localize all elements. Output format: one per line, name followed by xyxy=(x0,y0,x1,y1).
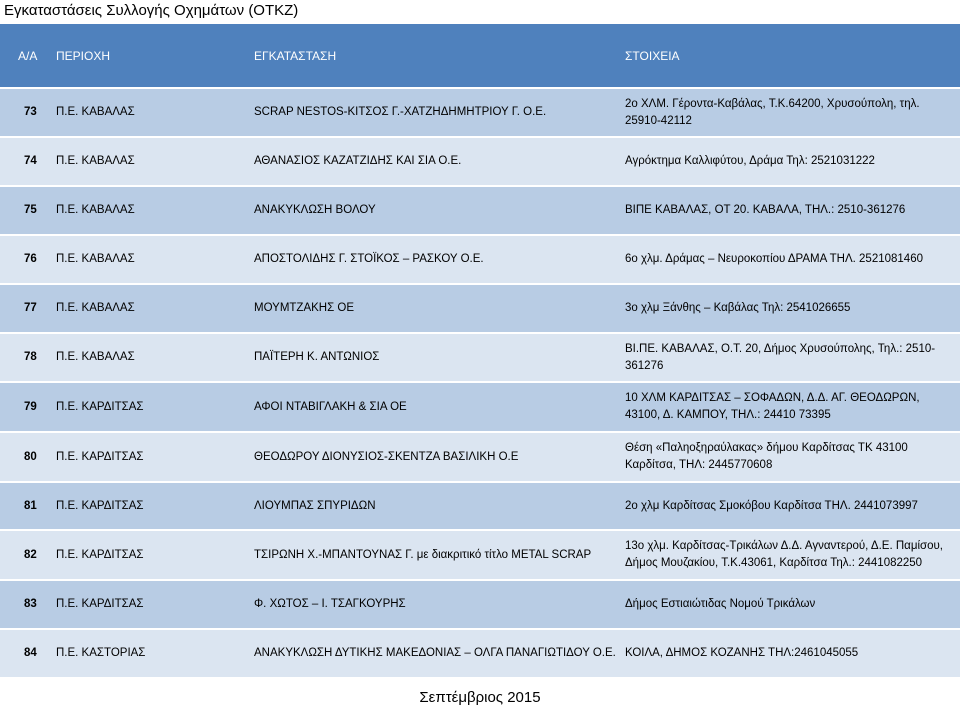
table-row xyxy=(0,235,960,284)
row-number: 75 xyxy=(0,186,52,235)
row-number: 78 xyxy=(0,333,52,382)
row-details: 2ο χλμ Καρδίτσας Σμοκόβου Καρδίτσα ΤΗΛ. 2441073997 xyxy=(621,482,960,530)
row-facility: ΑΝΑΚΥΚΛΩΣΗ ΔΥΤΙΚΗΣ ΜΑΚΕΔΟΝΙΑΣ – ΟΛΓΑ ΠΑΝΑΓΙΩΤΙΔΟΥ Ο.Ε. xyxy=(250,629,621,678)
table-row xyxy=(0,382,960,432)
row-number: 80 xyxy=(0,432,52,482)
table-row xyxy=(0,284,960,333)
row-number: 83 xyxy=(0,580,52,629)
row-facility: ΑΘΑΝΑΣΙΟΣ ΚΑΖΑΤΖΙΔΗΣ ΚΑΙ ΣΙΑ Ο.Ε. xyxy=(250,137,621,186)
row-details: 3ο χλμ Ξάνθης – Καβάλας Τηλ: 2541026655 xyxy=(621,284,960,333)
table-header-row xyxy=(0,24,960,88)
row-region: Π.Ε. ΚΑΒΑΛΑΣ xyxy=(52,235,250,284)
row-facility: Φ. ΧΩΤΟΣ – Ι. ΤΣΑΓΚΟΥΡΗΣ xyxy=(250,580,621,629)
row-number: 81 xyxy=(0,482,52,530)
row-details: ΚΟΙΛΑ, ΔΗΜΟΣ ΚΟΖΑΝΗΣ ΤΗΛ:2461045055 xyxy=(621,629,960,678)
row-region: Π.Ε. ΚΑΒΑΛΑΣ xyxy=(52,186,250,235)
table-row xyxy=(0,333,960,382)
row-facility: ΠΑΪΤΕΡΗ Κ. ΑΝΤΩΝΙΟΣ xyxy=(250,333,621,382)
row-details: ΒΙ.ΠΕ. ΚΑΒΑΛΑΣ, Ο.Τ. 20, Δήμος Χρυσούπολης, Τηλ.: 2510-361276 xyxy=(621,333,960,382)
row-facility: ΑΦΟΙ ΝΤΑΒΙΓΛΑΚΗ & ΣΙΑ ΟΕ xyxy=(250,382,621,432)
header-facility: ΕΓΚΑΤΑΣΤΑΣΗ xyxy=(250,24,621,88)
row-region: Π.Ε. ΚΑΡΔΙΤΣΑΣ xyxy=(52,530,250,580)
row-details: 13ο χλμ. Καρδίτσας-Τρικάλων Δ.Δ. Αγναντερού, Δ.Ε. Παμίσου, Δήμος Μουζακίου, Τ.Κ.43061, Καρδίτσα Τηλ.: 2441082250 xyxy=(621,530,960,580)
row-details: Θέση «Παληοξηραύλακας» δήμου Καρδίτσας ΤΚ 43100 Καρδίτσα, ΤΗΛ: 2445770608 xyxy=(621,432,960,482)
row-facility: ΛΙΟΥΜΠΑΣ ΣΠΥΡΙΔΩΝ xyxy=(250,482,621,530)
table-row xyxy=(0,186,960,235)
row-region: Π.Ε. ΚΑΒΑΛΑΣ xyxy=(52,284,250,333)
footer-date: Σεπτέμβριος 2015 xyxy=(419,689,541,706)
row-region: Π.Ε. ΚΑΣΤΟΡΙΑΣ xyxy=(52,629,250,678)
row-region: Π.Ε. ΚΑΒΑΛΑΣ xyxy=(52,88,250,137)
row-details: 6ο χλμ. Δράμας – Νευροκοπίου ΔΡΑΜΑ ΤΗΛ. 2521081460 xyxy=(621,235,960,284)
row-number: 84 xyxy=(0,629,52,678)
row-number: 76 xyxy=(0,235,52,284)
table-row xyxy=(0,530,960,580)
table-row xyxy=(0,629,960,678)
table-row xyxy=(0,137,960,186)
table-row xyxy=(0,88,960,137)
row-region: Π.Ε. ΚΑΒΑΛΑΣ xyxy=(52,333,250,382)
row-details: 2ο ΧΛΜ. Γέροντα-Καβάλας, Τ.Κ.64200, Χρυσούπολη, τηλ. 25910-42112 xyxy=(621,88,960,137)
row-number: 73 xyxy=(0,88,52,137)
header-aa: Α/Α xyxy=(0,24,52,88)
row-details: Αγρόκτημα Καλλιφύτου, Δράμα Τηλ: 2521031222 xyxy=(621,137,960,186)
row-number: 82 xyxy=(0,530,52,580)
page-title: Εγκαταστάσεις Συλλογής Οχημάτων (ΟΤΚΖ) xyxy=(4,2,299,19)
row-region: Π.Ε. ΚΑΡΔΙΤΣΑΣ xyxy=(52,382,250,432)
row-number: 74 xyxy=(0,137,52,186)
header-region: ΠΕΡΙΟΧΗ xyxy=(52,24,250,88)
row-number: 79 xyxy=(0,382,52,432)
table-row xyxy=(0,432,960,482)
row-facility: ΑΝΑΚΥΚΛΩΣΗ ΒΟΛΟΥ xyxy=(250,186,621,235)
row-region: Π.Ε. ΚΑΡΔΙΤΣΑΣ xyxy=(52,580,250,629)
row-number: 77 xyxy=(0,284,52,333)
header-details: ΣΤΟΙΧΕΙΑ xyxy=(621,24,960,88)
row-region: Π.Ε. ΚΑΡΔΙΤΣΑΣ xyxy=(52,482,250,530)
table-row xyxy=(0,482,960,530)
table-row xyxy=(0,580,960,629)
row-facility: ΜΟΥΜΤΖΑΚΗΣ ΟΕ xyxy=(250,284,621,333)
row-facility: ΘΕΟΔΩΡΟΥ ΔΙΟΝΥΣΙΟΣ-ΣΚΕΝΤΖΑ ΒΑΣΙΛΙΚΗ Ο.Ε xyxy=(250,432,621,482)
row-facility: ΤΣΙΡΩΝΗ Χ.-ΜΠΑΝΤΟΥΝΑΣ Γ. με διακριτικό τίτλο METAL SCRAP xyxy=(250,530,621,580)
row-region: Π.Ε. ΚΑΡΔΙΤΣΑΣ xyxy=(52,432,250,482)
row-details: Δήμος Εστιαιώτιδας Νομού Τρικάλων xyxy=(621,580,960,629)
facilities-table xyxy=(0,24,960,679)
row-details: ΒΙΠΕ ΚΑΒΑΛΑΣ, ΟΤ 20. ΚΑΒΑΛΑ, ΤΗΛ.: 2510-361276 xyxy=(621,186,960,235)
row-region: Π.Ε. ΚΑΒΑΛΑΣ xyxy=(52,137,250,186)
row-facility: ΑΠΟΣΤΟΛΙΔΗΣ Γ. ΣΤΟΪΚΟΣ – ΡΑΣΚΟΥ Ο.Ε. xyxy=(250,235,621,284)
row-facility: SCRAP NESTOS-ΚΙΤΣΟΣ Γ.-ΧΑΤΖΗΔΗΜΗΤΡΙΟΥ Γ. Ο.Ε. xyxy=(250,88,621,137)
row-details: 10 ΧΛΜ ΚΑΡΔΙΤΣΑΣ – ΣΟΦΑΔΩΝ, Δ.Δ. ΑΓ. ΘΕΟΔΩΡΩΝ, 43100, Δ. ΚΑΜΠΟΥ, ΤΗΛ.: 24410 73395 xyxy=(621,382,960,432)
